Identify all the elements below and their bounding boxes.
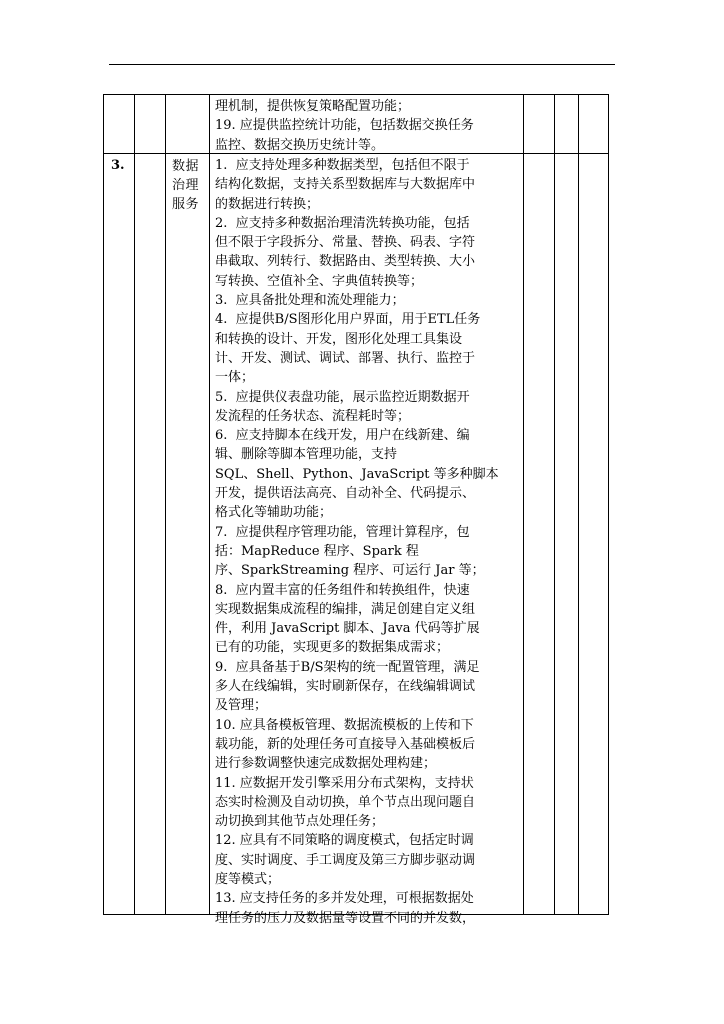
content-lines-continued — [215, 97, 519, 153]
table-row-continued — [104, 95, 609, 154]
content-line: 载功能，新的处理任务可直接导入基础模板后 — [215, 736, 476, 752]
content-cell — [210, 154, 524, 926]
content-line: 件，利用 JavaScript 脚本、Java 代码等扩展 — [215, 621, 480, 637]
content-line: 实现数据集成流程的编排，满足创建自定义组 — [215, 601, 476, 617]
content-line: 辑、删除等脚本管理功能，支持 — [215, 447, 398, 463]
content-line: SQL、Shell、Python、JavaScript 等多种脚本 — [215, 466, 499, 482]
content-line: 度等模式； — [215, 871, 281, 887]
blank-cell — [579, 154, 609, 915]
content-line: 12. 应具有不同策略的调度模式，包括定时调 — [215, 833, 474, 849]
content-line: 6. 应支持脚本在线开发，用户在线新建、编 — [215, 428, 470, 444]
content-line: 格式化等辅助功能； — [215, 505, 333, 521]
content-cell — [210, 95, 524, 154]
content-line: 态实时检测及自动切换，单个节点出现问题自 — [215, 794, 476, 810]
table-row-3 — [104, 154, 609, 915]
content-line: 序、SparkStreaming 程序、可运行 Jar 等； — [215, 563, 485, 579]
content-line: 和转换的设计、开发，图形化处理工具集设 — [215, 331, 463, 347]
content-line: 串截取、列转行、数据路由、类型转换、大小 — [215, 254, 476, 270]
content-line: 开发，提供语法高亮、自动补全、代码提示、 — [215, 486, 476, 502]
blank-cell — [524, 154, 555, 915]
row-category: 数据治理服务 — [166, 154, 210, 915]
content-line: 4. 应提供B/S图形化用户界面，用于ETL任务 — [215, 312, 481, 328]
blank-cell — [524, 95, 555, 154]
blank-cell — [579, 95, 609, 154]
spec-table — [103, 94, 609, 926]
content-line: 监控、数据交换历史统计等。 — [215, 137, 385, 153]
content-line: 的数据进行转换； — [215, 196, 320, 212]
row-index: 3. — [104, 154, 135, 915]
content-line: 动切换到其他节点处理任务； — [215, 814, 385, 830]
content-line: 8. 应内置丰富的任务组件和转换组件，快速 — [215, 582, 470, 598]
content-line: 度、实时调度、手工调度及第三方脚步驱动调 — [215, 852, 476, 868]
content-line: 3. 应具备批处理和流处理能力； — [215, 293, 405, 309]
content-line: 及管理； — [215, 698, 268, 714]
content-line: 括：MapReduce 程序、Spark 程 — [215, 543, 419, 559]
content-line: 19. 应提供监控统计功能，包括数据交换任务 — [215, 118, 474, 134]
content-line: 理任务的压力及数据量等设置不同的并发数， — [215, 910, 476, 926]
content-line: 2. 应支持多种数据治理清洗转换功能，包括 — [215, 215, 470, 231]
content-line: 13. 应支持任务的多并发处理，可根据数据处 — [215, 891, 474, 907]
content-line: 已有的功能，实现更多的数据集成需求； — [215, 640, 450, 656]
content-line: 计、开发、测试、调试、部署、执行、监控于 — [215, 350, 476, 366]
blank-cell — [555, 154, 579, 915]
content-line: 进行参数调整快速完成数据处理构建； — [215, 756, 437, 772]
content-line: 结构化数据，支持关系型数据库与大数据库中 — [215, 177, 476, 193]
content-line: 5. 应提供仪表盘功能，展示监控近期数据开 — [215, 389, 470, 405]
content-line: 但不限于字段拆分、常量、替换、码表、字符 — [215, 235, 476, 251]
blank-cell — [135, 154, 166, 915]
content-line: 一体； — [215, 370, 255, 386]
header-rule — [109, 64, 615, 65]
content-line: 7. 应提供程序管理功能，管理计算程序，包 — [215, 524, 470, 540]
content-line: 1. 应支持处理多种数据类型，包括但不限于 — [215, 158, 470, 173]
content-line: 10. 应具备模板管理、数据流模板的上传和下 — [215, 717, 474, 733]
content-line: 发流程的任务状态、流程耗时等； — [215, 408, 411, 424]
index-cell — [104, 95, 135, 154]
blank-cell — [555, 95, 579, 154]
blank-cell — [135, 95, 166, 154]
content-line: 理机制，提供恢复策略配置功能； — [215, 99, 411, 114]
content-lines-row-3 — [215, 156, 519, 926]
content-line: 多人在线编辑，实时刷新保存，在线编辑调试 — [215, 679, 476, 695]
category-cell — [166, 95, 210, 154]
content-line: 写转换、空值补全、字典值转换等； — [215, 273, 424, 289]
content-line: 9. 应具备基于B/S架构的统一配置管理，满足 — [215, 659, 480, 675]
content-line: 11. 应数据开发引擎采用分布式架构，支持状 — [215, 775, 474, 791]
